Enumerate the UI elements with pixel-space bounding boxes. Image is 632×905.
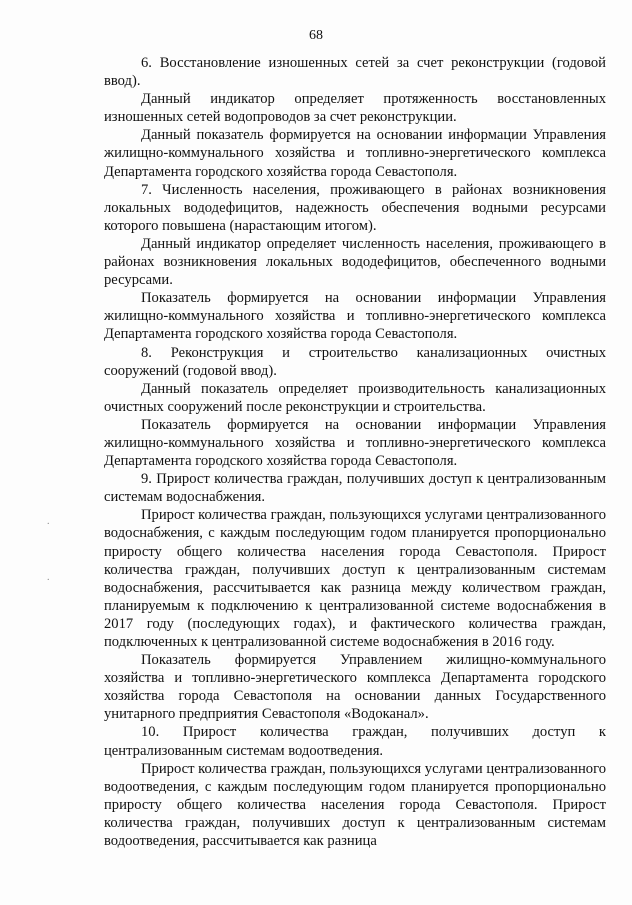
paragraph-indicator-8-definition: Данный показатель определяет производительность канализационных очистных сооружений после реконструкции и строительства. xyxy=(104,380,606,415)
paragraph-indicator-8-source: Показатель формируется на основании информации Управления жилищно-коммунального хозяйства и топливно-энергетического комплекса Департамента городского хозяйства города Севастополя. xyxy=(104,416,606,470)
paragraph-indicator-6-definition: Данный индикатор определяет протяженность восстановленных изношенных сетей водопроводов за счет реконструкции. xyxy=(104,91,606,126)
paragraph-indicator-9-definition: Прирост количества граждан, пользующихся услугами централизованного водоснабжения, с каждым последующим годом планируется пропорционально приросту общего количества населения города Севастополя. Прирост количества граждан, получивших доступ к централизованным системам водоснабжения, рассчитывается как разница между количеством граждан, планируемым к подключению к централизованной системе водоснабжения в 2017 году (последующих годах), и фактического количества граждан, подключенных к централизованной системе водоснабжения в 2016 году. xyxy=(104,507,606,650)
paragraph-indicator-6-heading: 6. Восстановление изношенных сетей за счет реконструкции (годовой ввод). xyxy=(104,55,606,90)
paragraph-indicator-10-definition: Прирост количества граждан, пользующихся услугами централизованного водоотведения, с каждым последующим годом планируется пропорционально приросту общего количества населения города Севастополя. Прирост количества граждан, получивших доступ к централизованным системам водоотведения, рассчитывается как разница xyxy=(104,760,606,850)
paragraph-indicator-8-heading: 8. Реконструкция и строительство канализационных очистных сооружений (годовой ввод). xyxy=(104,344,606,379)
paragraph-indicator-10-heading: 10. Прирост количества граждан, получивших доступ к централизованным системам водоотведения. xyxy=(104,724,606,759)
margin-mark: . xyxy=(47,572,50,583)
margin-mark: . xyxy=(47,516,50,527)
paragraph-indicator-6-source: Данный показатель формируется на основании информации Управления жилищно-коммунального хозяйства и топливно-энергетического комплекса Департамента городского хозяйства города Севастополя. xyxy=(104,127,606,180)
paragraph-indicator-7-definition: Данный индикатор определяет численность населения, проживающего в районах возникновения локальных вододефицитов, обеспеченного водными ресурсами. xyxy=(104,235,606,289)
paragraph-indicator-9-source: Показатель формируется Управлением жилищно-коммунального хозяйства и топливно-энергетического комплекса Департамента городского хозяйства города Севастополя на основании данных Государственного унитарного предприятия Севастополя «Водоканал». xyxy=(104,652,606,723)
page-number: 68 xyxy=(309,28,323,43)
paragraph-indicator-7-heading: 7. Численность населения, проживающего в районах возникновения локальных вододефицитов, надежность обеспечения водными ресурсами которого повышена (нарастающим итогом). xyxy=(104,181,606,234)
paragraph-indicator-7-source: Показатель формируется на основании информации Управления жилищно-коммунального хозяйства и топливно-энергетического комплекса Департамента городского хозяйства города Севастополя. xyxy=(104,290,606,343)
document-body xyxy=(104,54,606,850)
paragraph-indicator-9-heading: 9. Прирост количества граждан, получивших доступ к централизованным системам водоснабжения. xyxy=(104,471,606,506)
